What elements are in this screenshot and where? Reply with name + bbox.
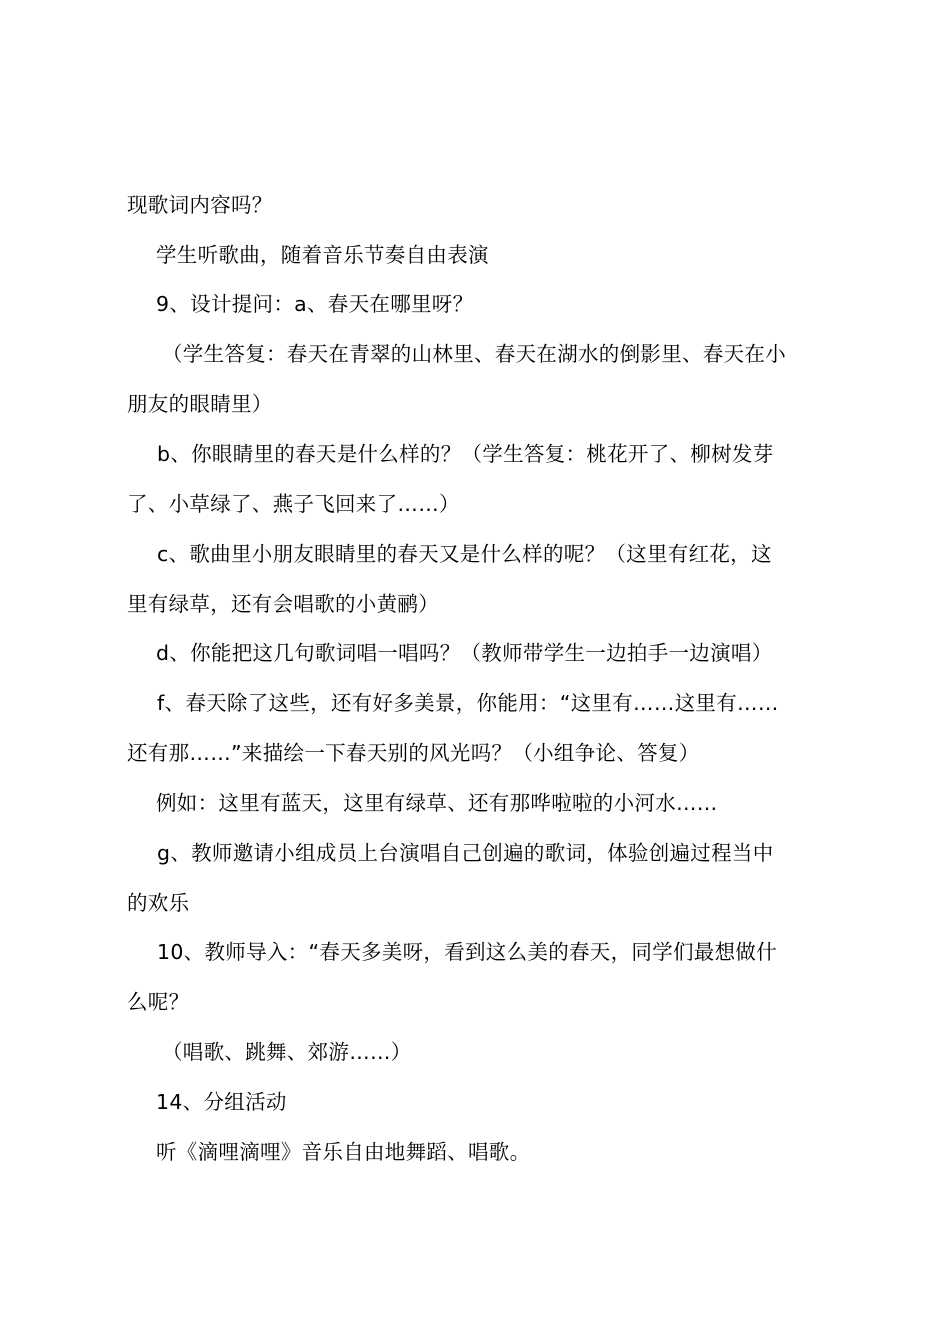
text-line: 例如：这里有蓝天，这里有绿草、还有那哗啦啦的小河水…… — [156, 791, 718, 815]
text-line: b、你眼睛里的春天是什么样的？（学生答复：桃花开了、柳树发芽 — [157, 442, 774, 466]
text-line: 里有绿草，还有会唱歌的小黄鹂） — [127, 592, 439, 616]
text-line: （学生答复：春天在青翠的山林里、春天在湖水的倒影里、春天在小 — [162, 342, 786, 366]
text-line: 还有那……”来描绘一下春天别的风光吗？（小组争论、答复） — [127, 741, 700, 765]
text-line: （唱歌、跳舞、郊游……） — [162, 1040, 412, 1064]
text-line: 14、分组活动 — [156, 1090, 287, 1114]
text-line: 么呢？ — [127, 990, 190, 1014]
text-line: 朋友的眼睛里） — [127, 392, 273, 416]
text-line: f、春天除了这些，还有好多美景，你能用：“这里有……这里有…… — [157, 691, 779, 715]
text-line: 听《滴哩滴哩》音乐自由地舞蹈、唱歌。 — [156, 1140, 531, 1164]
text-line: 10、教师导入：“春天多美呀，看到这么美的春天，同学们最想做什 — [157, 940, 778, 964]
text-line: 的欢乐 — [127, 891, 190, 915]
text-line: 了、小草绿了、燕子飞回来了……） — [127, 492, 460, 516]
text-line: 学生听歌曲，随着音乐节奏自由表演 — [156, 243, 489, 267]
text-line: c、歌曲里小朋友眼睛里的春天又是什么样的呢？（这里有红花，这 — [157, 542, 772, 566]
text-line: 9、设计提问：a、春天在哪里呀？ — [156, 292, 474, 316]
text-line: d、你能把这几句歌词唱一唱吗？（教师带学生一边拍手一边演唱） — [156, 641, 773, 665]
text-line: g、教师邀请小组成员上台演唱自己创遍的歌词，体验创遍过程当中 — [157, 841, 774, 865]
text-line: 现歌词内容吗？ — [127, 193, 273, 217]
